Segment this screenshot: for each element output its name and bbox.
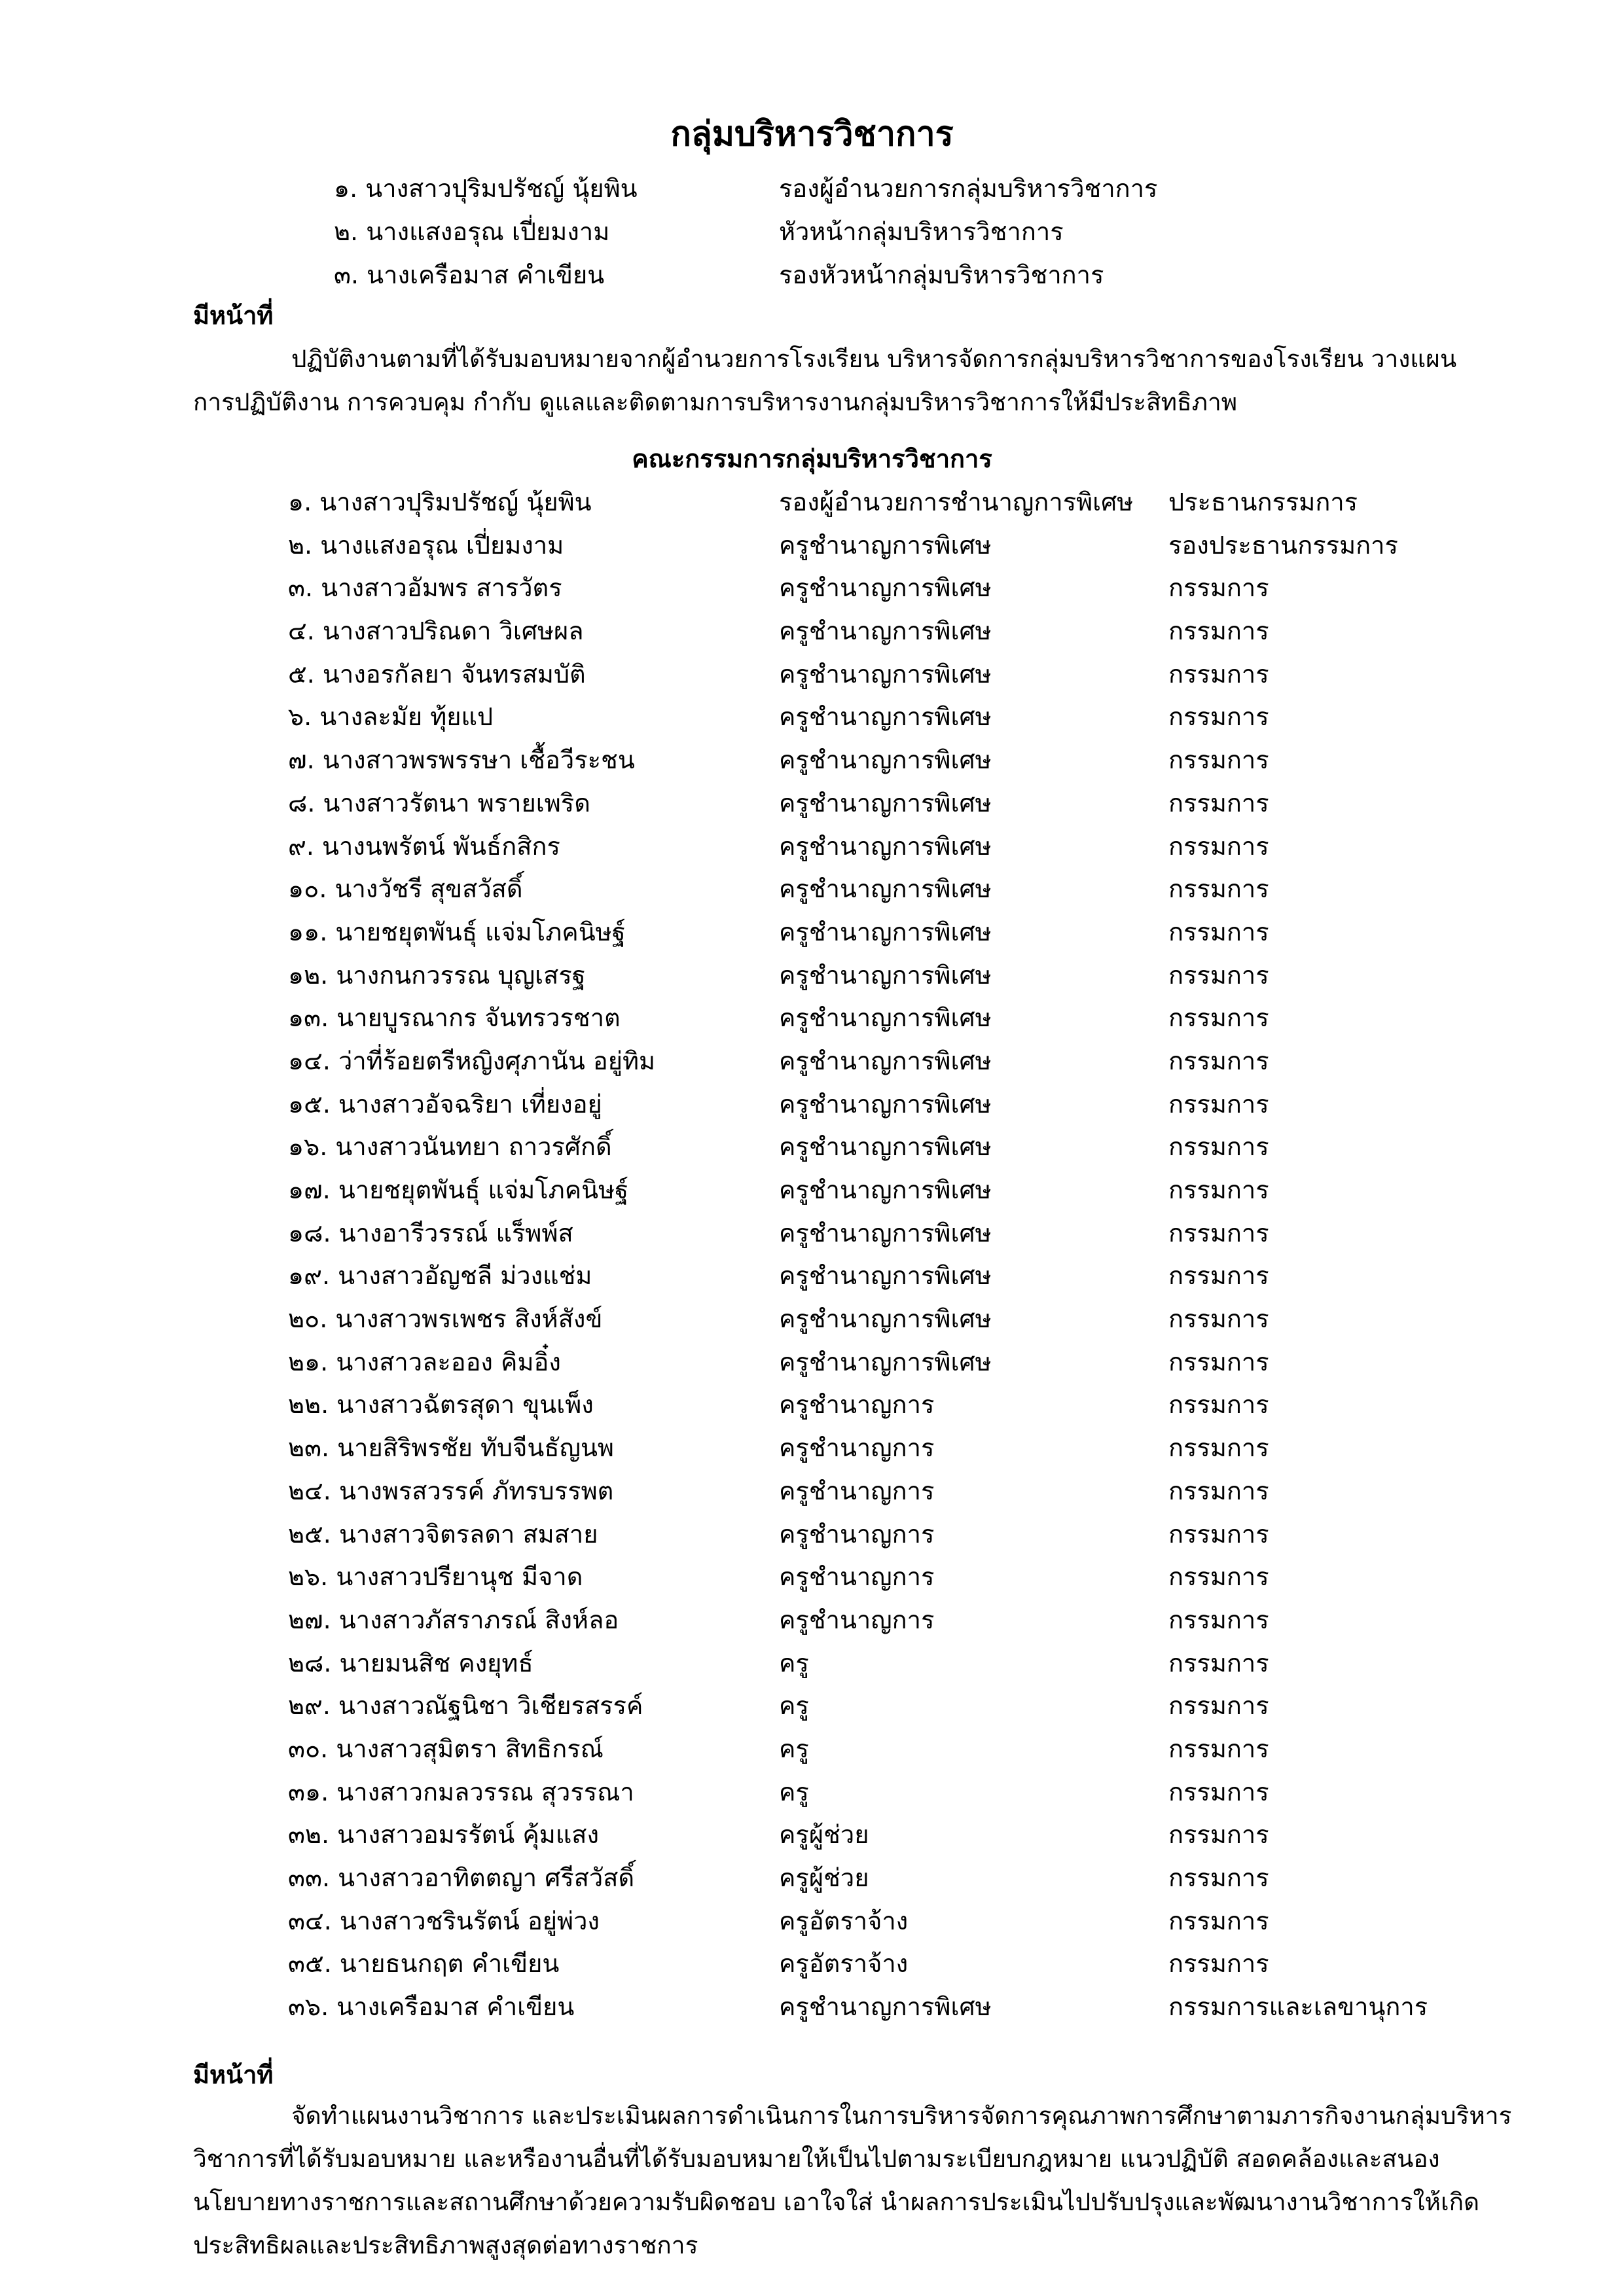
committee-list [288, 481, 1532, 2029]
member-role: กรรมการ [1168, 1046, 1269, 1075]
member-position: รองผู้อำนวยการชำนาญการพิเศษ [779, 488, 1134, 516]
member-role: รองประธานกรรมการ [1168, 530, 1398, 560]
member-row [288, 1900, 1532, 1943]
member-position: ครูชำนาญการพิเศษ [779, 1347, 992, 1376]
paragraph-line: วิชาการที่ได้รับมอบหมาย และหรืองานอื่นที่ได้รับมอบหมายให้เป็นไปตามระเบียบกฎหมาย แนวปฏิบัติ สอดคล้องและสนอง [193, 2145, 1440, 2173]
member-position: ครูชำนาญการพิเศษ [779, 1046, 992, 1075]
member-row [288, 1728, 1532, 1771]
member-row [288, 1943, 1532, 1986]
paragraph-line: ปฏิบัติงานตามที่ได้รับมอบหมายจากผู้อำนวยการโรงเรียน บริหารจัดการกลุ่มบริหารวิชาการของโรงเรียน วางแผน [291, 345, 1457, 373]
member-row [288, 1771, 1532, 1814]
head-name: ๒. นางแสงอรุณ เปี่ยมงาม [334, 217, 610, 246]
head-role: รองผู้อำนวยการกลุ่มบริหารวิชาการ [779, 174, 1158, 203]
member-role: กรรมการ [1168, 702, 1269, 732]
member-row [288, 739, 1532, 782]
member-name: ๓๖. นางเครือมาส คำเขียน [288, 1992, 575, 2022]
member-name: ๑๔. ว่าที่ร้อยตรีหญิงศุภานัน อยู่ทิม [288, 1046, 656, 1075]
member-row [288, 1040, 1532, 1083]
member-position: ครูชำนาญการพิเศษ [779, 1261, 992, 1291]
member-role: กรรมการ [1168, 1218, 1269, 1247]
member-position: ครูอัตราจ้าง [779, 1949, 909, 1979]
member-row [288, 1298, 1532, 1341]
member-row [288, 954, 1532, 997]
member-role: กรรมการ [1168, 1476, 1269, 1505]
member-position: ครูชำนาญการ [779, 1519, 935, 1549]
member-row [288, 997, 1532, 1040]
member-row [288, 1814, 1532, 1857]
member-name: ๒๕. นางสาวจิตรลดา สมสาย [288, 1519, 598, 1549]
member-name: ๒๔. นางพรสวรรค์ ภัทรบรรพต [288, 1476, 614, 1505]
member-role: กรรมการ [1168, 1863, 1269, 1892]
member-role: กรรมการ [1168, 1777, 1269, 1806]
member-role: ประธานกรรมการ [1168, 488, 1358, 516]
member-name: ๓๔. นางสาวชรินรัตน์ อยู่พ่วง [288, 1906, 600, 1935]
member-position: ครูชำนาญการ [779, 1605, 935, 1634]
paragraph-line: จัดทำแผนงานวิชาการ และประเมินผลการดำเนินการในการบริหารจัดการคุณภาพการศึกษาตามภารกิจงานกลุ่มบริหาร [291, 2102, 1512, 2130]
member-role: กรรมการ [1168, 745, 1269, 775]
member-name: ๓๐. นางสาวสุมิตรา สิทธิกรณ์ [288, 1734, 604, 1763]
member-role: กรรมการ [1168, 659, 1269, 689]
member-row [288, 1341, 1532, 1384]
paragraph-line: ประสิทธิผลและประสิทธิภาพสูงสุดต่อทางราชการ [193, 2231, 698, 2259]
member-name: ๒๘. นายมนสิช คงยุทธ์ [288, 1648, 533, 1677]
member-name: ๑. นางสาวปุริมปรัชญ์ นุ้ยพิน [288, 488, 592, 516]
member-name: ๒๑. นางสาวละออง คิมอิ๋ง [288, 1347, 561, 1376]
member-row [288, 610, 1532, 653]
member-name: ๑๑. นายชยุตพันธุ์ แจ่มโภคนิษฐ์ [288, 917, 626, 946]
member-position: ครูชำนาญการพิเศษ [779, 702, 992, 732]
member-position: ครู [779, 1648, 809, 1677]
member-row [288, 1685, 1532, 1728]
member-role: กรรมการ [1168, 1562, 1269, 1592]
member-name: ๒๖. นางสาวปรียานุช มีจาด [288, 1562, 583, 1592]
member-row [288, 1212, 1532, 1255]
member-row [288, 1556, 1532, 1599]
head-role: รองหัวหน้ากลุ่มบริหารวิชาการ [779, 260, 1104, 289]
member-row [288, 1255, 1532, 1298]
member-position: ครูชำนาญการพิเศษ [779, 1992, 992, 2022]
member-row [288, 1169, 1532, 1212]
member-position: ครู [779, 1691, 809, 1721]
member-row [288, 1986, 1532, 2029]
member-name: ๓๕. นายธนกฤต คำเขียน [288, 1949, 560, 1979]
member-name: ๖. นางละมัย ทุ้ยแป [288, 702, 494, 732]
member-name: ๒๙. นางสาวณัฐนิชา วิเชียรสรรค์ [288, 1691, 643, 1721]
member-role: กรรมการ [1168, 788, 1269, 817]
member-name: ๒. นางแสงอรุณ เปี่ยมงาม [288, 530, 564, 560]
member-role: กรรมการ [1168, 1648, 1269, 1677]
member-role: กรรมการ [1168, 1347, 1269, 1376]
member-row [288, 868, 1532, 911]
member-name: ๒๓. นายสิริพรชัย ทับจีนธัญนพ [288, 1433, 614, 1463]
member-name: ๓. นางสาวอัมพร สารวัตร [288, 573, 562, 603]
member-row [288, 696, 1532, 739]
member-position: ครูชำนาญการพิเศษ [779, 1003, 992, 1033]
member-role: กรรมการ [1168, 1734, 1269, 1763]
member-position: ครูชำนาญการพิเศษ [779, 745, 992, 775]
member-name: ๙. นางนพรัตน์ พันธ์กสิกร [288, 831, 560, 861]
head-name: ๑. นางสาวปุริมปรัชญ์ นุ้ยพิน [334, 174, 638, 203]
member-name: ๓๓. นางสาวอาทิตตญา ศรีสวัสดิ์ [288, 1863, 635, 1892]
member-row [288, 1857, 1532, 1900]
member-role: กรรมการ [1168, 1132, 1269, 1162]
member-name: ๒๗. นางสาวภัสราภรณ์ สิงห์ลอ [288, 1605, 619, 1634]
member-row [288, 1126, 1532, 1169]
member-position: ครูอัตราจ้าง [779, 1906, 909, 1935]
member-position: ครูชำนาญการ [779, 1433, 935, 1463]
member-position: ครูผู้ช่วย [779, 1863, 869, 1892]
member-position: ครูชำนาญการพิเศษ [779, 1132, 992, 1162]
member-name: ๑๗. นายชยุตพันธุ์ แจ่มโภคนิษฐ์ [288, 1175, 629, 1204]
member-position: ครูชำนาญการพิเศษ [779, 1218, 992, 1247]
member-role: กรรมการ [1168, 1261, 1269, 1291]
member-position: ครูชำนาญการ [779, 1562, 935, 1592]
member-role: กรรมการ [1168, 617, 1269, 646]
member-role: กรรมการ [1168, 1519, 1269, 1549]
member-position: ครูชำนาญการพิเศษ [779, 1175, 992, 1204]
member-row [288, 1599, 1532, 1642]
member-name: ๑๘. นางอารีวรรณ์ แร็พพ์ส [288, 1218, 573, 1247]
member-name: ๒๒. นางสาวฉัตรสุดา ขุนเพ็ง [288, 1390, 594, 1420]
document-title: กลุ่มบริหารวิชาการ [670, 115, 954, 154]
member-row [288, 1470, 1532, 1513]
member-role: กรรมการ [1168, 874, 1269, 904]
member-row [288, 1513, 1532, 1556]
member-position: ครูชำนาญการพิเศษ [779, 617, 992, 646]
member-row [288, 481, 1532, 524]
member-position: ครูชำนาญการพิเศษ [779, 530, 992, 560]
duty-label-1: มีหน้าที่ [193, 301, 274, 330]
head-row [334, 167, 1512, 210]
member-role: กรรมการ [1168, 1949, 1269, 1979]
committee-title: คณะกรรมการกลุ่มบริหารวิชาการ [632, 444, 992, 473]
member-name: ๘. นางสาวรัตนา พรายเพริด [288, 788, 590, 817]
member-name: ๑๐. นางวัชรี สุขสวัสดิ์ [288, 874, 523, 904]
member-position: ครูชำนาญการพิเศษ [779, 831, 992, 861]
member-row [288, 782, 1532, 825]
member-role: กรรมการ [1168, 1390, 1269, 1420]
member-role: กรรมการ [1168, 1003, 1269, 1033]
member-position: ครู [779, 1777, 809, 1806]
member-role: กรรมการ [1168, 917, 1269, 946]
head-name: ๓. นางเครือมาส คำเขียน [334, 260, 605, 289]
member-role: กรรมการ [1168, 1906, 1269, 1935]
member-position: ครู [779, 1734, 809, 1763]
duty-label-2: มีหน้าที่ [193, 2060, 274, 2089]
member-row [288, 567, 1532, 610]
member-position: ครูชำนาญการพิเศษ [779, 874, 992, 904]
member-position: ครูชำนาญการพิเศษ [779, 788, 992, 817]
member-row [288, 825, 1532, 869]
member-position: ครูชำนาญการ [779, 1390, 935, 1420]
member-role: กรรมการ [1168, 1691, 1269, 1721]
member-name: ๔. นางสาวปริณดา วิเศษผล [288, 617, 584, 646]
head-list [334, 167, 1512, 296]
member-name: ๓๑. นางสาวกมลวรรณ สุวรรณา [288, 1777, 634, 1806]
member-role: กรรมการ [1168, 1304, 1269, 1334]
member-position: ครูชำนาญการพิเศษ [779, 659, 992, 689]
member-row [288, 1427, 1532, 1470]
member-row [288, 1083, 1532, 1126]
member-role: กรรมการ [1168, 573, 1269, 603]
member-role: กรรมการ [1168, 1605, 1269, 1634]
member-name: ๑๖. นางสาวนันทยา ถาวรศักดิ์ [288, 1132, 612, 1162]
paragraph-line: นโยบายทางราชการและสถานศึกษาด้วยความรับผิดชอบ เอาใจใส่ นำผลการประเมินไปปรับปรุงและพัฒนางานวิชาการให้เกิด [193, 2188, 1480, 2216]
member-position: ครูผู้ช่วย [779, 1820, 869, 1850]
head-row [334, 253, 1512, 296]
head-role: หัวหน้ากลุ่มบริหารวิชาการ [779, 217, 1064, 246]
member-name: ๑๕. นางสาวอัจฉริยา เที่ยงอยู่ [288, 1089, 602, 1119]
member-role: กรรมการ [1168, 1433, 1269, 1463]
member-position: ครูชำนาญการพิเศษ [779, 917, 992, 946]
duty-paragraph-1 [193, 338, 1470, 424]
member-row [288, 911, 1532, 954]
member-role: กรรมการ [1168, 1175, 1269, 1204]
member-name: ๓๒. นางสาวอมรรัตน์ คุ้มแสง [288, 1820, 600, 1850]
member-role: กรรมการ [1168, 1820, 1269, 1850]
member-name: ๑๙. นางสาวอัญชลี ม่วงแช่ม [288, 1261, 592, 1291]
member-position: ครูชำนาญการพิเศษ [779, 1304, 992, 1334]
member-role: กรรมการและเลขานุการ [1168, 1992, 1428, 2022]
member-name: ๑๒. นางกนกวรรณ บุญเสรฐ [288, 960, 586, 990]
member-role: กรรมการ [1168, 831, 1269, 861]
member-position: ครูชำนาญการพิเศษ [779, 960, 992, 990]
member-row [288, 653, 1532, 696]
member-position: ครูชำนาญการพิเศษ [779, 1089, 992, 1119]
member-row [288, 1642, 1532, 1685]
member-position: ครูชำนาญการ [779, 1476, 935, 1505]
member-name: ๒๐. นางสาวพรเพชร สิงห์สังข์ [288, 1304, 603, 1334]
member-position: ครูชำนาญการพิเศษ [779, 573, 992, 603]
paragraph-line: การปฏิบัติงาน การควบคุม กำกับ ดูแลและติดตามการบริหารงานกลุ่มบริหารวิชาการให้มีประสิทธิภาพ [193, 388, 1238, 416]
member-name: ๑๓. นายบูรณากร จันทรวรชาต [288, 1003, 621, 1033]
head-row [334, 210, 1512, 253]
member-row [288, 524, 1532, 567]
duty-paragraph-2 [193, 2094, 1512, 2267]
member-name: ๕. นางอรกัลยา จันทรสมบัติ [288, 659, 586, 689]
member-name: ๗. นางสาวพรพรรษา เชื้อวีระชน [288, 745, 635, 775]
member-row [288, 1384, 1532, 1427]
member-role: กรรมการ [1168, 1089, 1269, 1119]
member-role: กรรมการ [1168, 960, 1269, 990]
